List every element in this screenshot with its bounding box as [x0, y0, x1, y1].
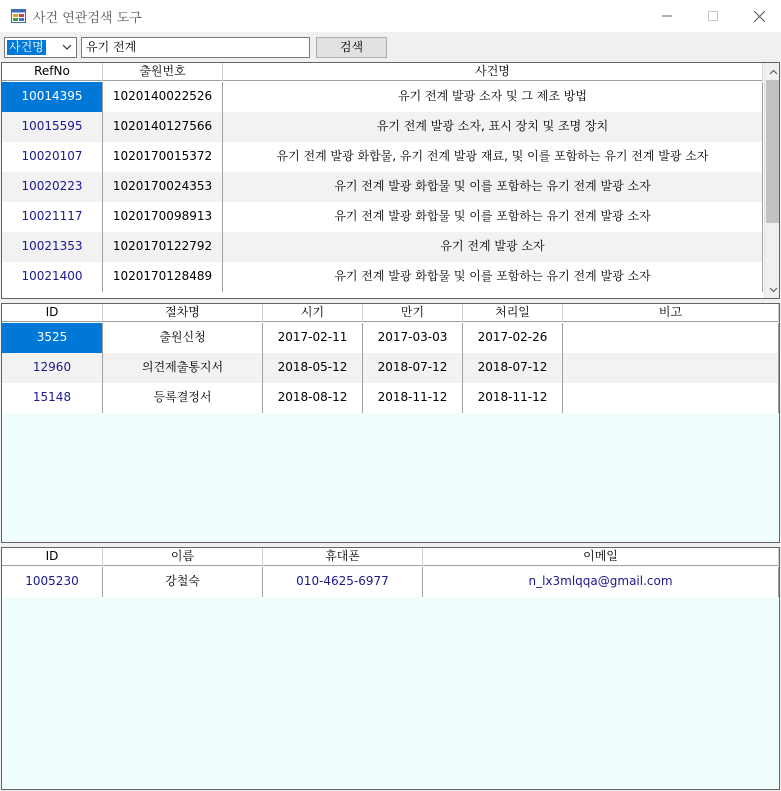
window-title: 사건 연관검색 도구 — [33, 11, 142, 26]
contacts-grid-header — [2, 548, 779, 566]
column-header-note[interactable]: 비고 — [563, 304, 779, 322]
cell-procedure-name[interactable]: 등록결정서 — [103, 383, 263, 413]
cell-id[interactable]: 15148 — [2, 383, 103, 413]
cell-case-name[interactable]: 유기 전계 발광 화합물 및 이를 포함하는 유기 전계 발광 소자 — [223, 172, 763, 202]
cell-procedure-name[interactable]: 출원신청 — [103, 323, 263, 353]
cell-start[interactable]: 2017-02-11 — [263, 323, 363, 353]
chevron-down-icon — [769, 287, 778, 293]
cell-application-number[interactable]: 1020170122792 — [103, 232, 223, 262]
maximize-button[interactable] — [690, 0, 736, 32]
cell-processed[interactable]: 2018-07-12 — [463, 353, 563, 383]
cell-case-name[interactable]: 유기 전계 발광 화합물, 유기 전계 발광 재료, 및 이를 포함하는 유기 전계 발광 소자 — [223, 142, 763, 172]
cases-scrollbar[interactable] — [764, 63, 780, 298]
chevron-up-icon — [769, 69, 778, 75]
scroll-up-button[interactable] — [765, 63, 780, 80]
cell-note[interactable] — [563, 353, 779, 383]
search-toolbar — [0, 32, 781, 62]
maximize-icon — [708, 11, 718, 21]
cell-case-name[interactable]: 유기 전계 발광 소자 — [223, 232, 763, 262]
cell-due[interactable]: 2018-11-12 — [363, 383, 463, 413]
table-row[interactable] — [2, 82, 763, 112]
search-input[interactable]: 유기 전계 — [81, 37, 310, 58]
cell-case-name[interactable]: 유기 전계 발광 소자 및 그 제조 방법 — [223, 82, 763, 112]
column-header-email[interactable]: 이메일 — [423, 548, 779, 566]
cell-id[interactable]: 3525 — [2, 323, 103, 353]
cell-application-number[interactable]: 1020170128489 — [103, 262, 223, 292]
cell-case-name[interactable]: 유기 전계 발광 소자, 표시 장치 및 조명 장치 — [223, 112, 763, 142]
table-row[interactable] — [2, 232, 763, 262]
column-header-id[interactable]: ID — [2, 304, 103, 322]
cell-application-number[interactable]: 1020170015372 — [103, 142, 223, 172]
scroll-down-button[interactable] — [765, 281, 780, 298]
table-row[interactable] — [2, 353, 779, 383]
chevron-down-icon — [61, 41, 73, 53]
cell-case-name[interactable]: 유기 전계 발광 화합물 및 이를 포함하는 유기 전계 발광 소자 — [223, 262, 763, 292]
cell-name[interactable]: 강철숙 — [103, 567, 263, 597]
close-button[interactable] — [736, 0, 781, 32]
cell-processed[interactable]: 2018-11-12 — [463, 383, 563, 413]
cell-refno[interactable]: 10015595 — [2, 112, 103, 142]
cases-grid[interactable] — [1, 62, 780, 299]
cell-procedure-name[interactable]: 의견제출통지서 — [103, 353, 263, 383]
cell-refno[interactable]: 10021400 — [2, 262, 103, 292]
search-field-dropdown[interactable] — [4, 37, 77, 58]
cell-id[interactable]: 12960 — [2, 353, 103, 383]
search-field-value: 사건명 — [9, 40, 44, 54]
table-row[interactable] — [2, 202, 763, 232]
scroll-thumb[interactable] — [766, 80, 780, 223]
cell-processed[interactable]: 2017-02-26 — [463, 323, 563, 353]
column-header-processed[interactable]: 처리일 — [463, 304, 563, 322]
column-header-application-number[interactable]: 출원번호 — [103, 63, 223, 81]
cell-refno[interactable]: 10020107 — [2, 142, 103, 172]
cell-note[interactable] — [563, 383, 779, 413]
search-button[interactable]: 검색 — [316, 37, 387, 58]
cell-id[interactable]: 1005230 — [2, 567, 103, 597]
cell-start[interactable]: 2018-08-12 — [263, 383, 363, 413]
minimize-icon — [662, 11, 672, 21]
column-header-id[interactable]: ID — [2, 548, 103, 566]
cell-note[interactable] — [563, 323, 779, 353]
column-header-start[interactable]: 시기 — [263, 304, 363, 322]
cell-application-number[interactable]: 1020170098913 — [103, 202, 223, 232]
table-row[interactable] — [2, 142, 763, 172]
column-header-name[interactable]: 이름 — [103, 548, 263, 566]
title-bar — [0, 0, 781, 32]
column-header-procedure-name[interactable]: 절차명 — [103, 304, 263, 322]
procedures-grid-header — [2, 304, 779, 322]
cell-due[interactable]: 2018-07-12 — [363, 353, 463, 383]
contacts-grid[interactable] — [1, 547, 780, 790]
column-header-case-name[interactable]: 사건명 — [223, 63, 763, 81]
table-row[interactable] — [2, 262, 763, 292]
cell-application-number[interactable]: 1020140127566 — [103, 112, 223, 142]
cell-refno[interactable]: 10021117 — [2, 202, 103, 232]
table-row[interactable] — [2, 172, 763, 202]
cell-application-number[interactable]: 1020170024353 — [103, 172, 223, 202]
table-row[interactable] — [2, 383, 779, 413]
cell-application-number[interactable]: 1020140022526 — [103, 82, 223, 112]
procedures-grid[interactable] — [1, 303, 780, 543]
column-header-due[interactable]: 만기 — [363, 304, 463, 322]
cell-refno[interactable]: 10020223 — [2, 172, 103, 202]
column-header-mobile[interactable]: 휴대폰 — [263, 548, 423, 566]
cell-refno[interactable]: 10021353 — [2, 232, 103, 262]
column-header-refno[interactable]: RefNo — [2, 63, 103, 81]
table-row[interactable] — [2, 567, 779, 597]
app-icon — [11, 9, 26, 23]
table-row[interactable] — [2, 112, 763, 142]
cases-grid-header — [2, 63, 763, 81]
cell-case-name[interactable]: 유기 전계 발광 화합물 및 이를 포함하는 유기 전계 발광 소자 — [223, 202, 763, 232]
cell-start[interactable]: 2018-05-12 — [263, 353, 363, 383]
cell-email[interactable]: n_lx3mlqqa@gmail.com — [423, 567, 779, 597]
table-row[interactable] — [2, 323, 779, 353]
cell-due[interactable]: 2017-03-03 — [363, 323, 463, 353]
minimize-button[interactable] — [644, 0, 690, 32]
cell-mobile[interactable]: 010-4625-6977 — [263, 567, 423, 597]
close-icon — [754, 11, 765, 22]
cell-refno[interactable]: 10014395 — [2, 82, 103, 112]
